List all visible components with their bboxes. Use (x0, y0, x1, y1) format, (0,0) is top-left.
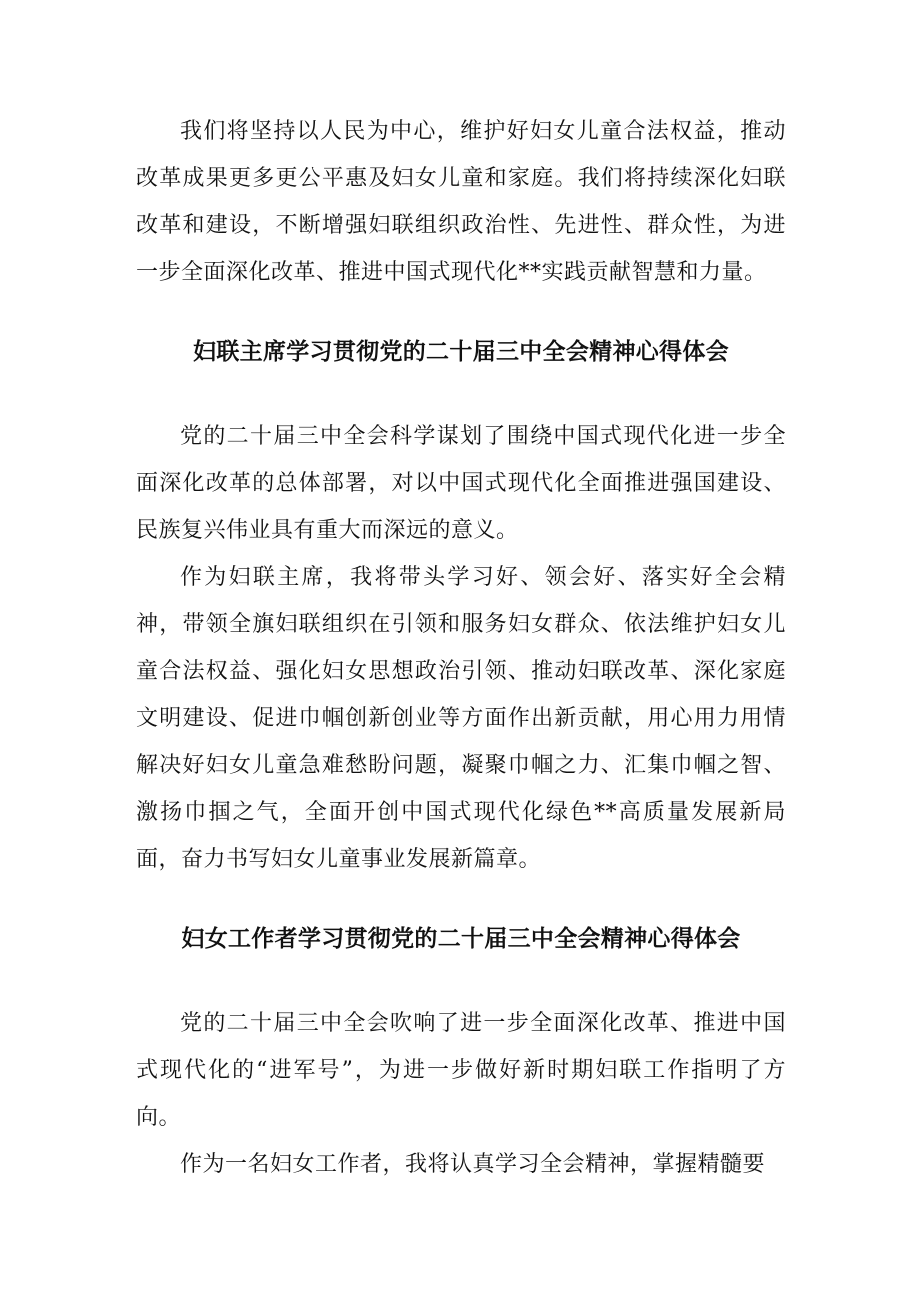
paragraph: 我们将坚持以人民为中心，维护好妇女儿童合法权益，推动改革成果更多更公平惠及妇女儿童和家庭。我们将持续深化妇联改革和建设，不断增强妇联组织政治性、先进性、群众性，为进一步全面深化改革、推进中国式现代化**实践贡献智慧和力量。 (136, 119, 786, 285)
paragraph: 作为一名妇女工作者，我将认真学习全会精神，掌握精髓要 (180, 1152, 766, 1177)
paragraph: 作为妇联主席，我将带头学习好、领会好、落实好全会精神，带领全旗妇联组织在引领和服务妇女群众、依法维护妇女儿童合法权益、强化妇女思想政治引领、推动妇联改革、深化家庭文明建设、促进巾帼创新创业等方面作出新贡献，用心用力用情解决好妇女儿童急难愁盼问题，凝聚巾帼之力、汇集巾帼之智、激扬巾掴之气，全面开创中国式现代化绿色**高质量发展新局面，奋力书写妇女儿童事业发展新篇章。 (136, 565, 786, 872)
paragraph: 党的二十届三中全会吹响了进一步全面深化改革、推进中国式现代化的“进军号”，为进一步做好新时期妇联工作指明了方向。 (136, 1011, 786, 1130)
document-page (136, 108, 786, 1188)
paragraph: 党的二十届三中全会科学谋划了围绕中国式现代化进一步全面深化改革的总体部署，对以中国式现代化全面推进强国建设、民族复兴伟业具有重大而深远的意义。 (136, 424, 786, 543)
section-heading: 妇女工作者学习贯彻党的二十届三中全会精神心得体会 (181, 926, 741, 952)
section-heading: 妇联主席学习贯彻党的二十届三中全会精神心得体会 (193, 339, 729, 365)
